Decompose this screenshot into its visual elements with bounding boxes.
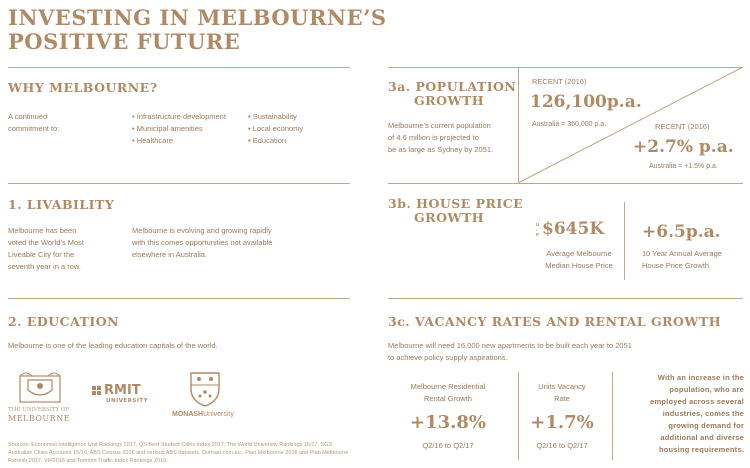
list-item: • Municipal amenities	[132, 123, 226, 135]
list-item: • Sustainability	[248, 111, 303, 123]
melbourne-university-logo: THE UNIVERSITY OF MELBOURNE	[8, 370, 78, 423]
recent2-value: +2.7% p.a.	[633, 137, 734, 157]
divider	[624, 202, 625, 280]
livability-left-text: Melbourne has been voted the World’s Most Liveable City for the seventh year in a row.	[8, 226, 85, 271]
rmit-logo: RMIT UNIVERSITY	[92, 383, 148, 404]
divider	[518, 372, 519, 460]
rental-growth-value: +13.8%	[409, 412, 487, 433]
recent2-sub: Australia = +1.5% p.a.	[649, 163, 718, 170]
why-heading: WHY MELBOURNE?	[8, 80, 158, 95]
divider	[8, 183, 350, 184]
education-text: Melbourne is one of the leading education capitals of the world.	[8, 341, 218, 350]
recent1-value: 126,100p.a.	[530, 92, 642, 112]
livability-right-text: Melbourne is evolving and growing rapidly with this comes opportunities not available elsewhere in Australia.	[132, 226, 273, 259]
rental-growth-label: Melbourne Residential Rental Growth	[410, 382, 486, 403]
vacancy-text: Melbourne will need 16,000 new apartments to be built each year to 2051 to achieve policy supply aspirations.	[388, 341, 632, 362]
divider	[8, 67, 350, 68]
units-vacancy-label: Units Vacancy Rate	[538, 382, 586, 403]
house-growth-value: +6.5p.a.	[642, 222, 721, 242]
population-desc: Melbourne’s current population of 4.6 million is projected to be as large as Sydney by 2051.	[388, 121, 494, 154]
why-list-1	[132, 111, 226, 147]
divider	[388, 298, 743, 299]
house-heading: 3b. HOUSE PRICE GROWTH	[388, 196, 524, 225]
rmit-pixel-icon	[92, 386, 102, 396]
monash-logo: MONASHUniversity	[172, 370, 242, 418]
units-vacancy-value: +1.7%	[530, 412, 594, 433]
education-heading: 2. EDUCATION	[8, 314, 120, 329]
recent2-label: RECENT (2016)	[655, 122, 710, 131]
divider	[8, 298, 350, 299]
rental-growth-period: Q2/16 to Q2/17	[422, 441, 474, 450]
units-vacancy-period: Q2/16 to Q2/17	[536, 441, 588, 450]
recent1-label: RECENT (2016)	[532, 77, 587, 86]
why-list-2	[248, 111, 303, 147]
list-item: • Healthcare	[132, 135, 226, 147]
vacancy-heading: 3c. VACANCY RATES AND RENTAL GROWTH	[388, 314, 722, 329]
livability-heading: 1. LIVABILITY	[8, 197, 115, 212]
crest-icon	[18, 370, 62, 404]
median-price-value: U.P $645K	[536, 219, 605, 239]
population-heading: 3a. POPULATION GROWTH	[388, 79, 517, 108]
list-item: • Infrastructure development	[132, 111, 226, 123]
list-item: • Local economy	[248, 123, 303, 135]
recent1-sub: Australia = 360,000 p.a.	[532, 121, 607, 128]
median-price-label: Average Melbourne Median House Price	[545, 249, 613, 270]
why-intro: A continued commitment to:	[8, 112, 60, 133]
house-growth-label: 10 Year Annual Average House Price Growth	[642, 249, 722, 270]
shield-icon	[188, 370, 222, 408]
page-title: INVESTING IN MELBOURNE’S POSITIVE FUTURE	[8, 5, 387, 54]
divider	[612, 372, 613, 460]
sources-note: Sources: Economist Intelligence Unit Rankings 2017, QS Best Student Cities Index 2017, The World University Rankings 16/17, SGS Australian Cities Accounts 15/16, ABS Census 2016 and various ABS datasets, Domain.com.au , Plan Melbourne 2016 and Plan Melbourne Refresh 2017, VIF2016 and Tomtom Traffic Index Rankings 2016.	[8, 442, 349, 464]
list-item: • Education	[248, 135, 303, 147]
vacancy-right-text: With an increase in the population, who are employed across several industries, comes the growing demand for additional and diverse housing requirements.	[650, 373, 744, 454]
